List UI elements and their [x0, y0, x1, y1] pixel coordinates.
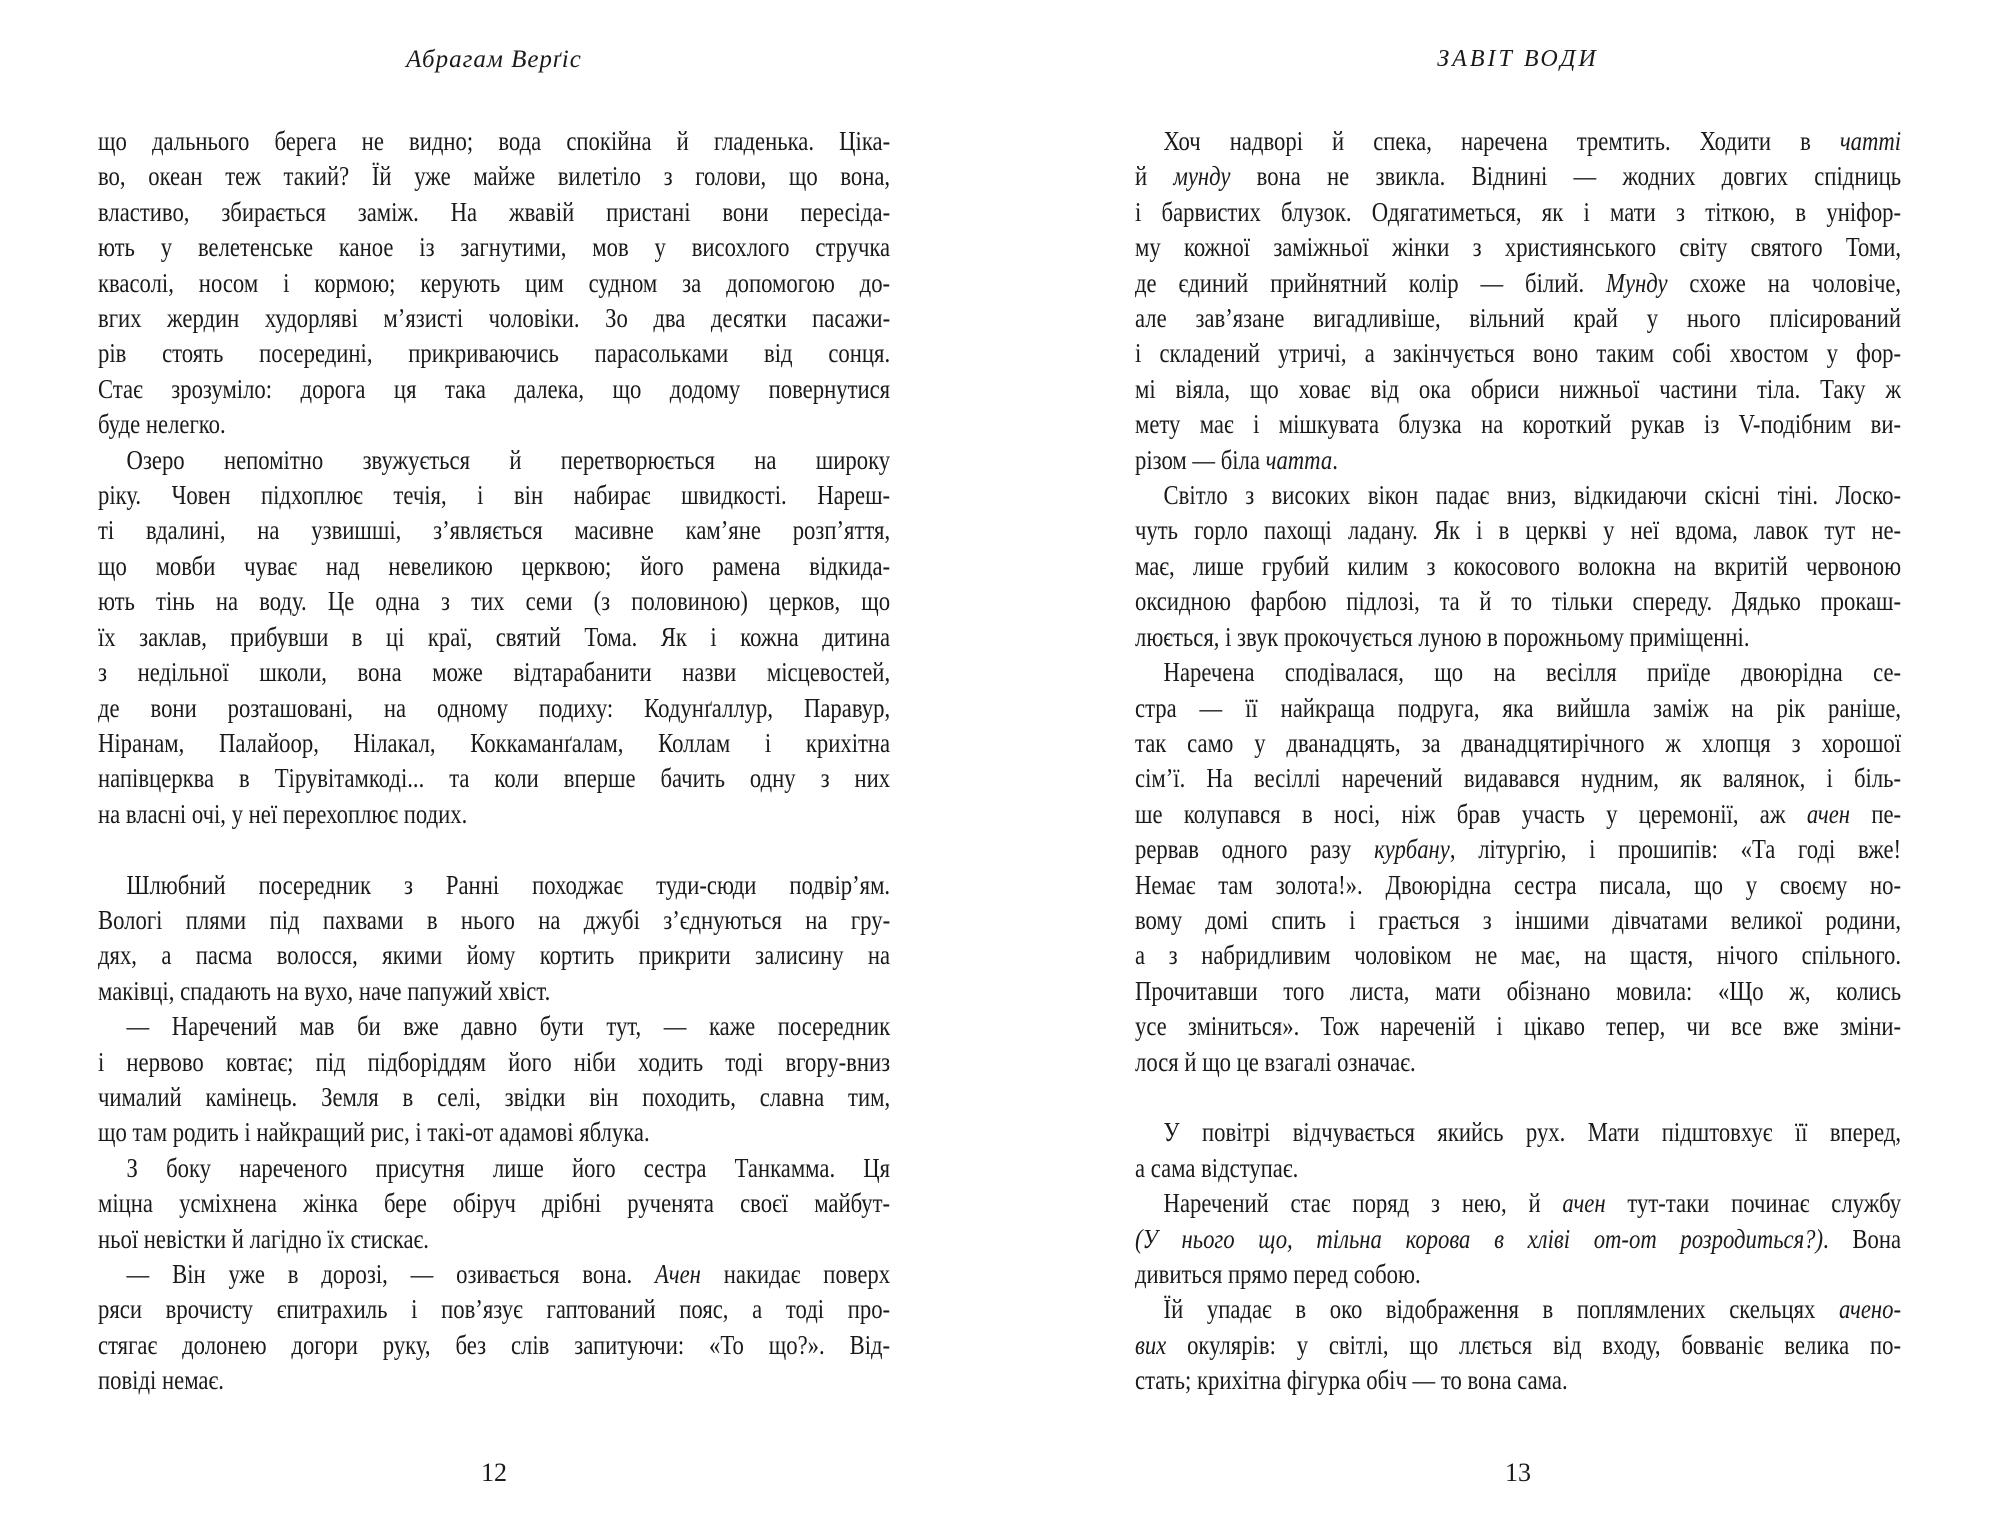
text-line: Світло з високих вікон падає вниз, відкидаючи скісні тіні. Лоско- — [1163, 480, 1902, 511]
text-line: мі віяла, що ховає від ока обриси нижньої частини тіла. Таку ж — [1135, 373, 1902, 404]
text-line: ріку. Човен підхоплює течія, і він набирає швидкості. Нареш- — [98, 480, 891, 511]
text-line: вих окулярів: у світлі, що ллється від входу, бовваніє велика по- — [1135, 1329, 1902, 1360]
page-number: 13 — [1505, 1458, 1531, 1487]
text-line: що там родить і найкращий рис, і такі-от адамові яблука. — [98, 1117, 650, 1148]
text-line: ряси врочисту єпитрахиль і пов’язує гаптований пояс, а тоді про- — [98, 1294, 891, 1325]
text-line: вому домі спить і грається з іншими дівчатами великої родини, — [1135, 904, 1902, 935]
text-line: і складений утричі, а закінчується воно таким собі хвостом у фор- — [1135, 338, 1902, 369]
text-line: що мовби чуває над невеликою церквою; його рамена відкида- — [98, 550, 891, 581]
text-line: ньої невістки й лагідно їх стискає. — [98, 1223, 429, 1254]
text-line: Немає там золота!». Двоюрідна сестра писала, що у своєму но- — [1135, 869, 1902, 900]
text-line: стать; крихітна фігурка обіч — то вона сама. — [1135, 1365, 1568, 1396]
text-line: де єдиний прийнятний колір — білий. Мунду схоже на чоловіче, — [1135, 267, 1902, 298]
text-line: але зав’язане вигадливіше, вільний край у нього плісирований — [1135, 303, 1902, 334]
text-line: а з набридливим чоловіком не має, на щастя, нічого спільного. — [1135, 940, 1902, 971]
text-line: чуть горло пахощі ладану. Як і в церкві у неї вдома, лавок тут не- — [1135, 515, 1902, 546]
text-line: оксидною фарбою підлозі, та й то тільки спереду. Дядько прокаш- — [1135, 586, 1902, 617]
text-line: їх заклав, прибувши в ці краї, святий Тома. Як і кожна дитина — [98, 621, 891, 652]
text-line: і барвистих блузок. Одягатиметься, як і мати з тіткою, в уніфор- — [1135, 196, 1902, 227]
text-line: мету має і мішкувата блузка на короткий рукав із V-подібним ви- — [1135, 409, 1902, 440]
text-line: Прочитавши того листа, мати обізнано мовила: «Що ж, колись — [1135, 975, 1902, 1006]
text-line: й мунду вона не звикла. Віднині — жодних довгих спідниць — [1135, 161, 1902, 192]
text-line: повіді немає. — [98, 1365, 224, 1396]
text-line: ше колупався в носі, ніж брав участь у церемонії, аж ачен пе- — [1135, 798, 1902, 829]
text-line: дях, а пасма волосся, якими йому кортить прикрити залисину на — [98, 940, 891, 971]
text-line: У повітрі відчувається якийсь рух. Мати підштовхує її вперед, — [1163, 1117, 1902, 1148]
text-line: — Він уже в дорозі, — озивається вона. Ачен накидає поверх — [126, 1258, 891, 1289]
text-line: де вони розташовані, на одному подиху: Кодунґаллур, Паравур, — [98, 692, 891, 723]
page-text — [98, 124, 890, 1399]
text-line: му кожної заміжньої жінки з християнського світу святого Томи, — [1135, 232, 1902, 263]
text-line: усе зміниться». Тож нареченій і цікаво тепер, чи все вже зміни- — [1135, 1011, 1902, 1042]
text-line: буде нелегко. — [98, 409, 226, 440]
text-line: міцна усміхнена жінка бере обіруч дрібні рученята своєї майбут- — [98, 1188, 891, 1219]
page-number: 12 — [481, 1458, 507, 1487]
text-line: Шлюбний посередник з Ранні походжає туди-сюди подвір’ям. — [126, 869, 891, 900]
text-line: так само у дванадцять, за дванадцятирічного ж хлопця з хорошої — [1135, 727, 1902, 758]
text-line: Озеро непомітно звужується й перетворюється на широку — [126, 444, 891, 475]
text-line: стягає долонею догори руку, без слів запитуючи: «То що?». Від- — [98, 1329, 891, 1360]
text-line: з недільної школи, вона може відтарабанити назви місцевостей, — [98, 657, 891, 688]
text-line: на власні очі, у неї перехоплює подих. — [98, 798, 468, 829]
text-line: а сама відступає. — [1135, 1152, 1299, 1183]
text-line: ють у велетенське каное із загнутими, мов у висохлого стручка — [98, 232, 891, 263]
running-head-author: Абрагам Верґіс — [406, 46, 582, 73]
text-line: сім’ї. На весіллі наречений видавався нудним, як валянок, і біль- — [1135, 763, 1902, 794]
text-line: ті вдалині, на узвишші, з’являється масивне кам’яне розп’яття, — [98, 515, 891, 546]
text-line: Їй упадає в око відображення в поплямлених скельцях ачено- — [1163, 1294, 1902, 1325]
text-line: Хоч надворі й спека, наречена тремтить. Ходити в чатті — [1163, 126, 1902, 156]
text-line: во, океан теж такий? Їй уже майже вилетіло з голови, що вона, — [98, 161, 891, 192]
page-right — [1135, 0, 1901, 1530]
text-line: вгих жердин худорляві м’язисті чоловіки. Зо два десятки пасажи- — [98, 303, 891, 334]
text-line: Ніранам, Палайоор, Нілакал, Коккаманґалам, Коллам і крихітна — [98, 727, 891, 758]
text-line: напівцерква в Тірувітамкоді... та коли вперше бачить одну з них — [98, 763, 891, 794]
text-line: Наречена сподівалася, що на весілля приїде двоюрідна се- — [1163, 657, 1902, 688]
running-head-title: ЗАВІТ ВОДИ — [1437, 46, 1599, 72]
text-line: чималий камінець. Земля в селі, звідки він походить, славна тим, — [98, 1081, 891, 1112]
text-line: що дальнього берега не видно; вода спокійна й гладенька. Ціка- — [98, 126, 891, 156]
text-line: — Наречений мав би вже давно бути тут, — каже посередник — [126, 1011, 891, 1042]
text-line: (У нього що, тільна корова в хліві от-от розродиться?). Вона — [1135, 1223, 1902, 1254]
text-line: Стає зрозуміло: дорога ця така далека, що додому повернутися — [98, 373, 891, 404]
text-line: рервав одного разу курбану, літургію, і прошипів: «Та годі вже! — [1135, 834, 1902, 865]
text-line: лося й що це взагалі означає. — [1135, 1046, 1416, 1077]
text-line: дивиться прямо перед собою. — [1135, 1258, 1421, 1289]
text-line: Наречений стає поряд з нею, й ачен тут-таки починає службу — [1163, 1188, 1902, 1219]
page-text — [1135, 124, 1901, 1399]
text-line: З боку нареченого присутня лише його сестра Танкамма. Ця — [126, 1152, 891, 1183]
text-line: Вологі плями під пахвами в нього на джубі з’єднуються на гру- — [98, 904, 891, 935]
text-line: і нервово ковтає; під підборіддям його ніби ходить тоді вгору-вниз — [98, 1046, 891, 1077]
text-line: властиво, збирається заміж. На жвавій пристані вони пересіда- — [98, 196, 891, 227]
text-line: ють тінь на воду. Це одна з тих семи (з половиною) церков, що — [98, 586, 891, 617]
text-line: стра — її найкраща подруга, яка вийшла заміж на рік раніше, — [1135, 692, 1902, 723]
text-line: квасолі, носом і кормою; керують цим судном за допомогою до- — [98, 267, 891, 298]
text-line: має, лише грубий килим з кокосового волокна на вкритій червоною — [1135, 550, 1902, 581]
page-left — [98, 0, 890, 1530]
text-line: люється, і звук прокочується луною в порожньому приміщенні. — [1135, 621, 1750, 652]
text-line: маківці, спадають на вухо, наче папужий хвіст. — [98, 975, 551, 1006]
text-line: різом — біла чатта. — [1135, 444, 1338, 475]
text-line: рів стоять посередині, прикриваючись парасольками від сонця. — [98, 338, 891, 369]
